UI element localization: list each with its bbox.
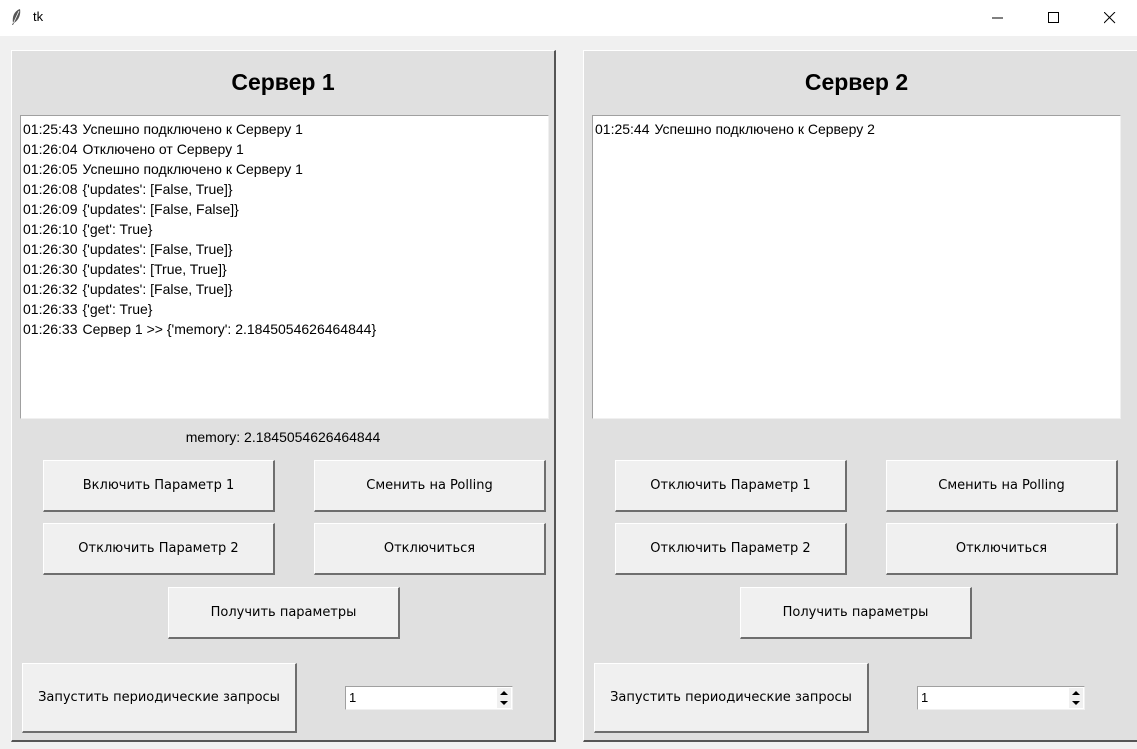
server-1-title: Сервер 1: [231, 69, 335, 95]
server-1-param1-button[interactable]: Включить Параметр 1: [43, 460, 275, 512]
log-text: {'updates': [False, False]}: [82, 201, 239, 217]
log-line: [23, 139, 546, 159]
log-time: 01:26:04: [23, 141, 78, 157]
log-text: Сервер 1 >> {'memory': 2.1845054626464844}: [82, 321, 377, 337]
log-line: [23, 279, 546, 299]
log-text: Успешно подключено к Серверу 1: [82, 161, 303, 177]
spin-down-button[interactable]: [1069, 698, 1083, 708]
server-1-get-params-button[interactable]: Получить параметры: [168, 587, 400, 639]
log-time: 01:26:32: [23, 281, 78, 297]
log-line: [595, 119, 1118, 139]
server-1-panel: [11, 50, 556, 742]
spin-up-button[interactable]: [1069, 688, 1083, 698]
log-line: [23, 179, 546, 199]
log-text: {'get': True}: [82, 221, 153, 237]
server-1-log[interactable]: [20, 115, 549, 419]
server-1-interval-value[interactable]: 1: [349, 690, 357, 705]
log-text: Успешно подключено к Серверу 2: [654, 121, 875, 137]
log-text: {'updates': [False, True]}: [82, 181, 233, 197]
spin-down-button[interactable]: [497, 698, 511, 708]
log-time: 01:26:09: [23, 201, 78, 217]
server-2-periodic-button[interactable]: Запустить периодические запросы: [594, 663, 869, 733]
arrow-up-icon: [1072, 690, 1080, 696]
log-text: {'updates': [True, True]}: [82, 261, 227, 277]
arrow-down-icon: [1072, 700, 1080, 706]
server-1-disconnect-button[interactable]: Отключиться: [314, 523, 546, 575]
log-time: 01:26:33: [23, 321, 78, 337]
server-2-interval-value[interactable]: 1: [921, 690, 929, 705]
server-1-periodic-button[interactable]: Запустить периодические запросы: [22, 663, 297, 733]
server-1-param2-button[interactable]: Отключить Параметр 2: [43, 523, 275, 575]
feather-icon: [10, 8, 26, 28]
minimize-icon: [992, 12, 1004, 24]
log-line: [23, 319, 546, 339]
log-text: {'get': True}: [82, 301, 153, 317]
log-line: [23, 239, 546, 259]
log-time: 01:26:10: [23, 221, 78, 237]
close-icon: [1104, 12, 1116, 24]
server-2-get-params-button[interactable]: Получить параметры: [740, 587, 972, 639]
log-line: [23, 259, 546, 279]
server-1-polling-button[interactable]: Сменить на Polling: [314, 460, 546, 512]
server-1-interval-spinbox[interactable]: [345, 686, 513, 710]
spinbox-arrows: [497, 688, 511, 708]
log-line: [23, 299, 546, 319]
maximize-icon: [1048, 12, 1060, 24]
log-time: 01:26:33: [23, 301, 78, 317]
log-time: 01:25:44: [595, 121, 650, 137]
log-time: 01:26:08: [23, 181, 78, 197]
server-2-param2-button[interactable]: Отключить Параметр 2: [615, 523, 847, 575]
log-text: Успешно подключено к Серверу 1: [82, 121, 303, 137]
spin-up-button[interactable]: [497, 688, 511, 698]
server-2-param1-button[interactable]: Отключить Параметр 1: [615, 460, 847, 512]
spinbox-arrows: [1069, 688, 1083, 708]
log-text: Отключено от Серверу 1: [82, 141, 244, 157]
close-button[interactable]: [1087, 0, 1133, 36]
log-line: [23, 119, 546, 139]
log-time: 01:26:05: [23, 161, 78, 177]
server-2-polling-button[interactable]: Сменить на Polling: [886, 460, 1118, 512]
arrow-down-icon: [500, 700, 508, 706]
log-text: {'updates': [False, True]}: [82, 241, 233, 257]
server-2-panel: [583, 50, 1137, 742]
server-2-title: Сервер 2: [804, 69, 909, 95]
window-title: tk: [33, 9, 44, 24]
log-line: [23, 159, 546, 179]
log-time: 01:26:30: [23, 241, 78, 257]
log-line: [23, 199, 546, 219]
server-2-log[interactable]: [592, 115, 1121, 419]
arrow-up-icon: [500, 690, 508, 696]
log-time: 01:26:30: [23, 261, 78, 277]
server-2-interval-spinbox[interactable]: [917, 686, 1085, 710]
server-1-memory-label: memory: 2.1845054626464844: [185, 429, 381, 445]
server-2-disconnect-button[interactable]: Отключиться: [886, 523, 1118, 575]
log-text: {'updates': [False, True]}: [82, 281, 233, 297]
minimize-button[interactable]: [975, 0, 1021, 36]
log-time: 01:25:43: [23, 121, 78, 137]
log-line: [23, 219, 546, 239]
maximize-button[interactable]: [1031, 0, 1077, 36]
window-titlebar: [0, 0, 1137, 36]
